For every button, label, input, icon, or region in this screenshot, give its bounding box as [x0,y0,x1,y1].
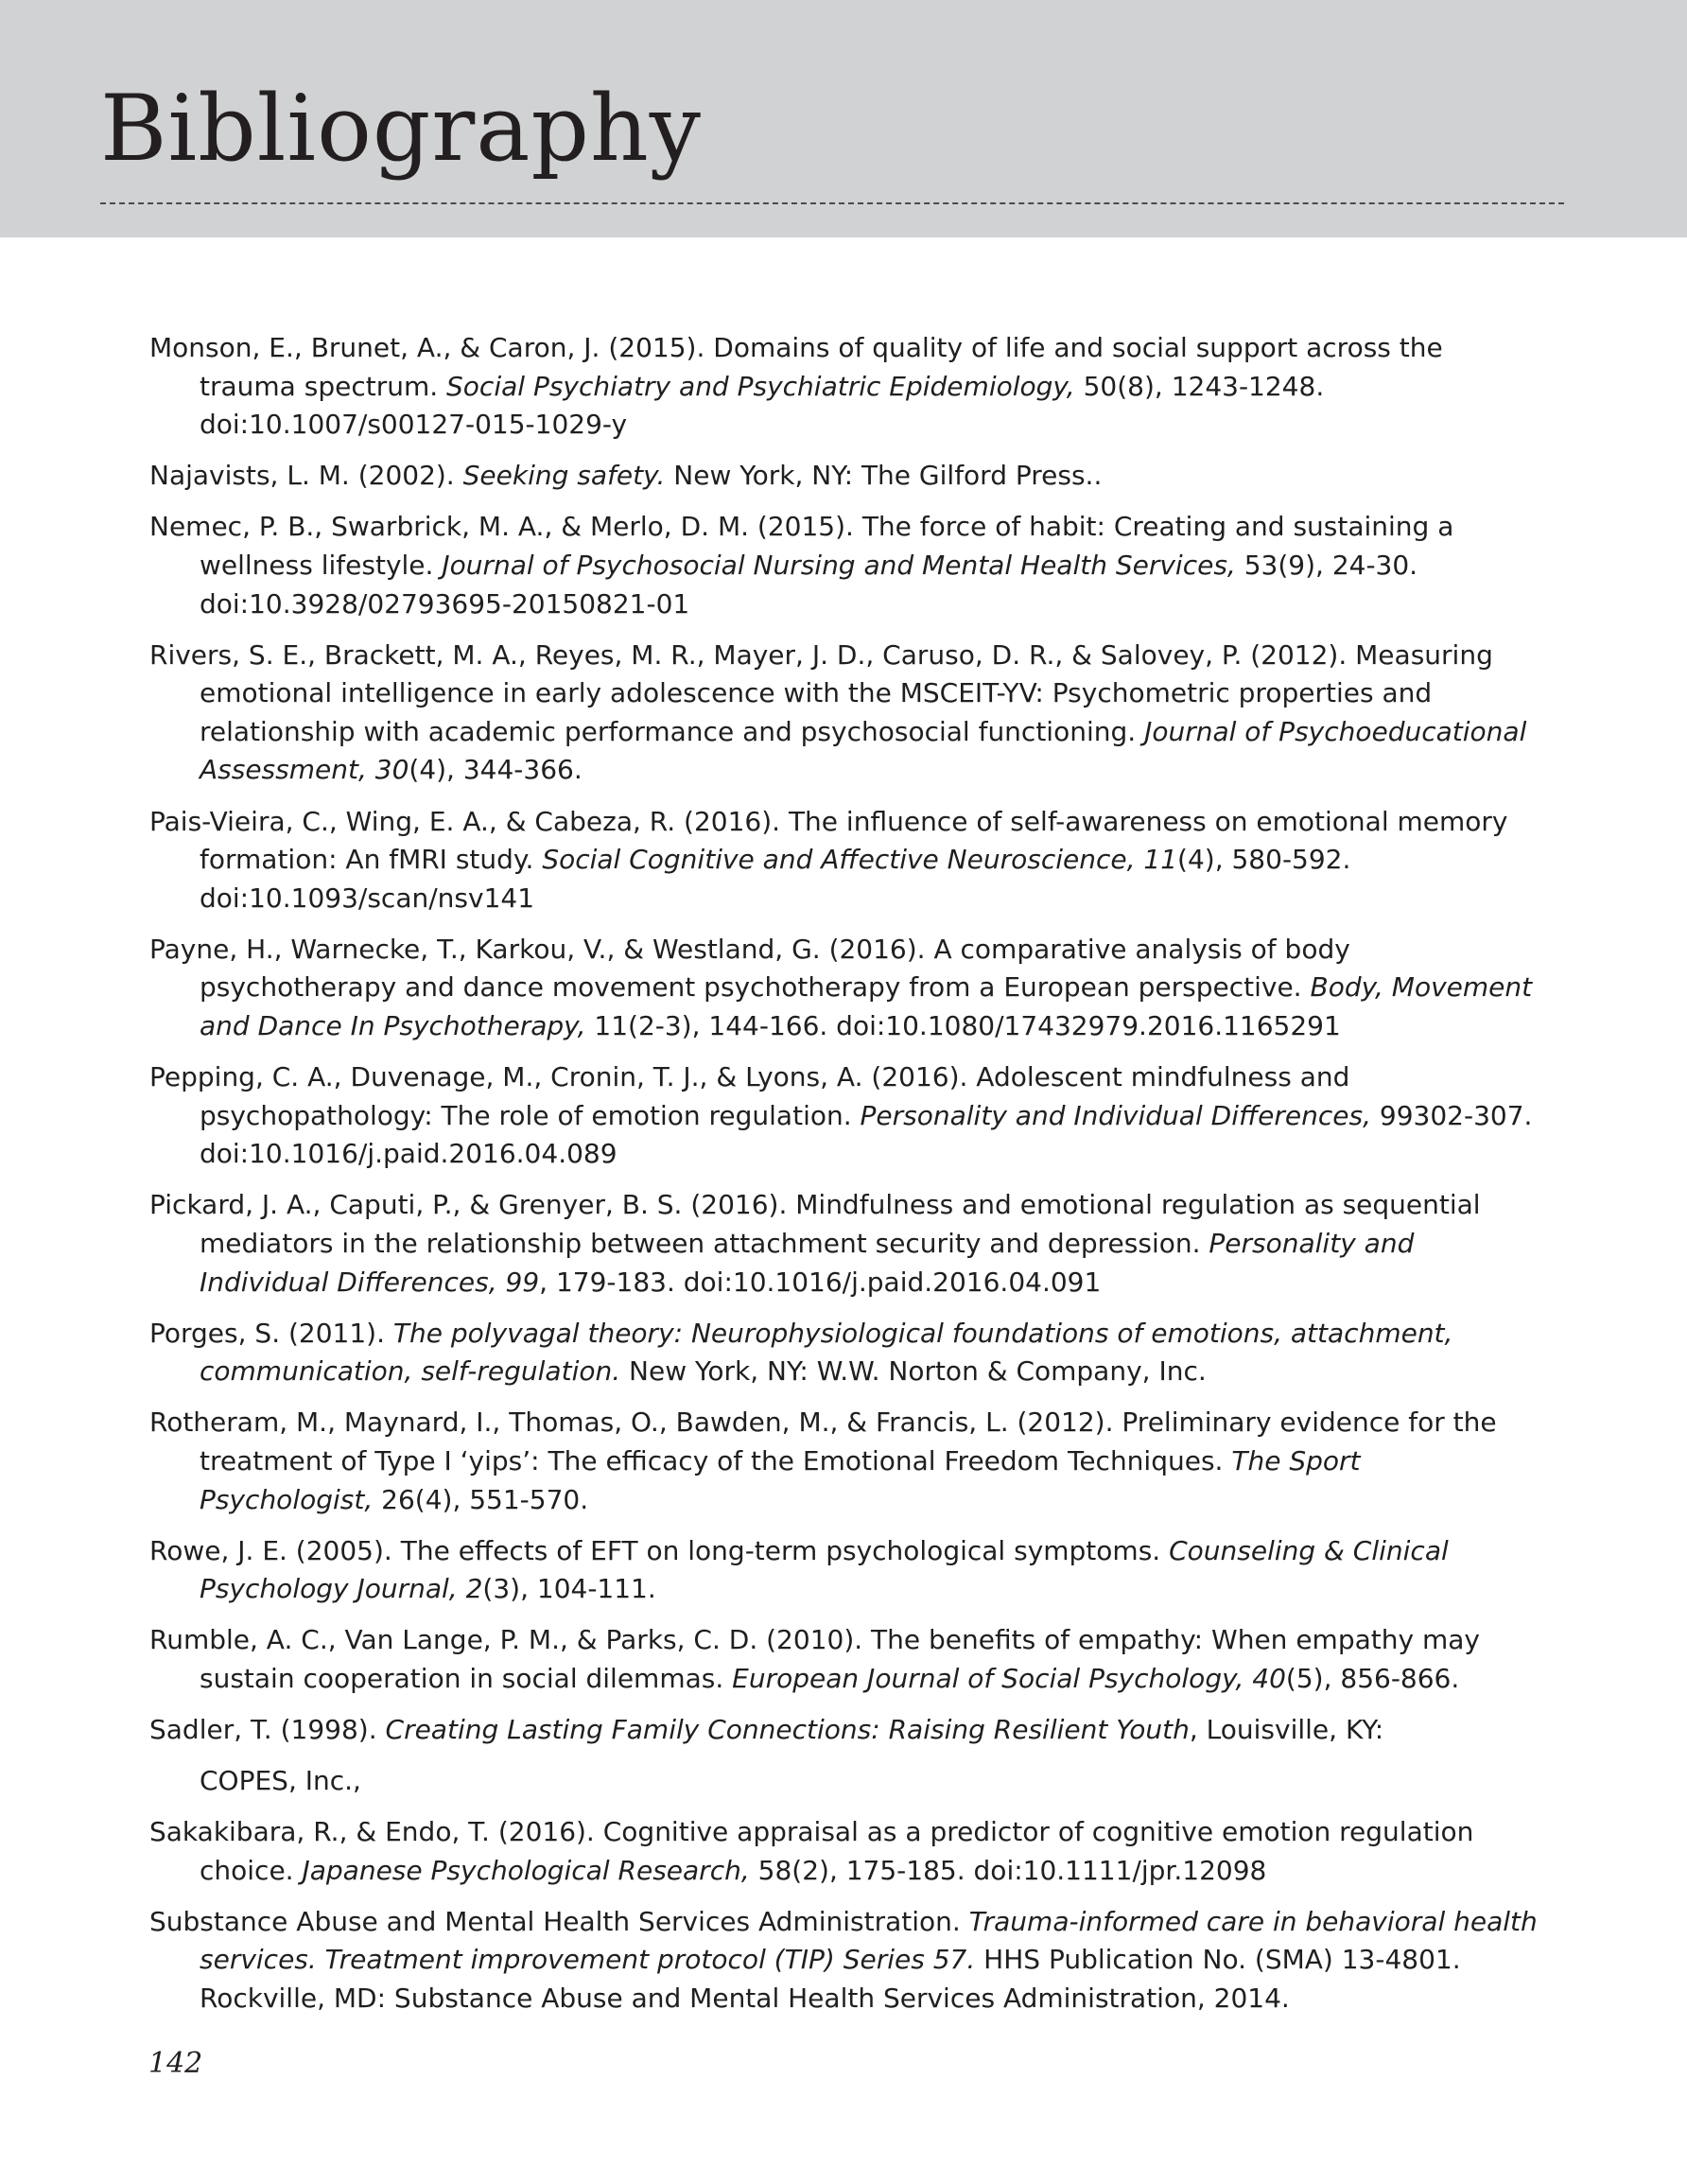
bibliography-entry [149,1404,1539,1519]
entry-authors: Rumble, A. C., Van Lange, P. M., & Parks, C. D. (2010). The benefits of empathy: When empathy may sustain cooperation in social dilemmas. [149,1624,1480,1694]
bibliography-entry [149,1532,1539,1609]
entry-details: (3), 104-111. [482,1573,656,1605]
bibliography-entry [149,1315,1539,1391]
bibliography-entry [149,931,1539,1046]
entry-authors: Sakakibara, R., & Endo, T. (2016). Cognitive appraisal as a predictor of cognitive emotion regulation choice. [149,1816,1474,1886]
entry-details: 99302-307. doi:10.1016/j.paid.2016.04.089 [200,1099,1533,1170]
entry-details: (4), 580-592. doi:10.1093/scan/nsv141 [200,844,1351,914]
entry-details: 58(2), 175-185. doi:10.1111/jpr.12098 [749,1854,1267,1886]
bibliography-entry [149,1711,1539,1750]
entry-authors: Nemec, P. B., Swarbrick, M. A., & Merlo, D. M. (2015). The force of habit: Creating and sustaining a wellness lifestyle. [149,511,1454,581]
entry-details: New York, NY: The Gilford Press.. [665,460,1103,492]
entry-details: , 179-183. doi:10.1016/j.paid.2016.04.091 [539,1266,1102,1298]
entry-authors: Pickard, J. A., Caputi, P., & Grenyer, B. S. (2016). Mindfulness and emotional regulation as sequential mediators in the relationship between attachment security and depression. [149,1189,1481,1259]
entry-source: Trauma-informed care in behavioral health services. Treatment improvement protocol (TIP) Series 57. [200,1905,1538,1976]
entry-authors: Rowe, J. E. (2005). The effects of EFT on long-term psychological symptoms. [149,1534,1170,1566]
entry-authors: Porges, S. (2011). [149,1317,393,1349]
entry-details: HHS Publication No. (SMA) 13-4801. Rockville, MD: Substance Abuse and Mental Health Services Administration, 2014. [200,1944,1461,2015]
entry-authors: Monson, E., Brunet, A., & Caron, J. (2015). Domains of quality of life and social support across the trauma spectrum. [149,332,1443,402]
entry-details: 53(9), 24-30. doi:10.3928/02793695-20150821-01 [200,549,1418,620]
entry-source: Social Psychiatry and Psychiatric Epidemiology, [446,370,1075,402]
entry-authors: Pepping, C. A., Duvenage, M., Cronin, T. J., & Lyons, A. (2016). Adolescent mindfulness and psychopathology: The role of emotion regulation. [149,1061,1350,1131]
bibliography-list [149,329,1539,2031]
entry-source: The Sport Psychologist, [200,1444,1361,1515]
entry-authors: Pais-Vieira, C., Wing, E. A., & Cabeza, R. (2016). The influence of self-awareness on emotional memory formation: An fMRI study. [149,805,1508,876]
entry-authors: Rivers, S. E., Brackett, M. A., Reyes, M. R., Mayer, J. D., Caruso, D. R., & Salovey, P. (2012). Measuring emotional intelligence in early adolescence with the MSCEIT-YV: Psychometric properties and relationship with academic performance and psychosocial functioning. [149,638,1493,747]
title-dashed-rule [100,202,1564,204]
entry-source: Personality and Individual Differences, [860,1099,1371,1131]
bibliography-entry [149,803,1539,918]
entry-details: New York, NY: W.W. Norton & Company, Inc. [620,1355,1207,1388]
bibliography-entry [149,1621,1539,1698]
entry-source: Counseling & Clinical Psychology Journal, 2 [200,1534,1449,1605]
bibliography-entry-continuation [149,1762,1539,1801]
bibliography-entry [149,457,1539,496]
entry-source: Social Cognitive and Affective Neuroscience, 11 [542,844,1178,876]
entry-authors: Rotheram, M., Maynard, I., Thomas, O., Bawden, M., & Francis, L. (2012). Preliminary evidence for the treatment of Type I ‘yips’: The efficacy of the Emotional Freedom Techniques. [149,1406,1497,1476]
header-band [0,0,1687,237]
entry-authors: Substance Abuse and Mental Health Services Administration. [149,1905,969,1937]
entry-details: 50(8), 1243-1248. doi:10.1007/s00127-015-1029-y [200,370,1325,441]
entry-details: (5), 856-866. [1285,1662,1460,1694]
entry-details: 11(2-3), 144-166. doi:10.1080/17432979.2016.1165291 [585,1010,1341,1041]
entry-source: European Journal of Social Psychology, 40 [732,1662,1286,1694]
entry-details: , Louisville, KY: [1189,1714,1384,1745]
page-number: 142 [148,2047,203,2080]
entry-source: Journal of Psychosocial Nursing and Mental Health Services, [442,549,1236,581]
bibliography-entry [149,1058,1539,1174]
page-title: Bibliography [100,76,702,182]
entry-authors: Payne, H., Warnecke, T., Karkou, V., & Westland, G. (2016). A comparative analysis of body psychotherapy and dance movement psychotherapy from a European perspective. [149,933,1350,1004]
entry-authors: COPES, Inc., [200,1765,361,1797]
bibliography-entry [149,1813,1539,1890]
bibliography-entry [149,1903,1539,2018]
entry-source: Personality and Individual Differences, 99 [200,1227,1415,1298]
bibliography-entry [149,637,1539,790]
bibliography-entry [149,508,1539,623]
entry-details: (4), 344-366. [409,754,583,786]
entry-details: 26(4), 551-570. [373,1483,589,1515]
entry-authors: Najavists, L. M. (2002). [149,460,463,492]
entry-source: Creating Lasting Family Connections: Raising Resilient Youth [385,1714,1190,1745]
bibliography-entry [149,329,1539,445]
entry-authors: Sadler, T. (1998). [149,1714,386,1745]
bibliography-entry [149,1186,1539,1302]
entry-source: The polyvagal theory: Neurophysiological foundations of emotions, attachment, communication, self-regulation. [200,1317,1453,1388]
entry-source: Body, Movement and Dance In Psychotherapy, [200,971,1533,1041]
entry-source: Japanese Psychological Research, [302,1854,750,1886]
entry-source: Seeking safety. [462,460,666,492]
entry-source: Journal of Psychoeducational Assessment, 30 [200,715,1527,786]
